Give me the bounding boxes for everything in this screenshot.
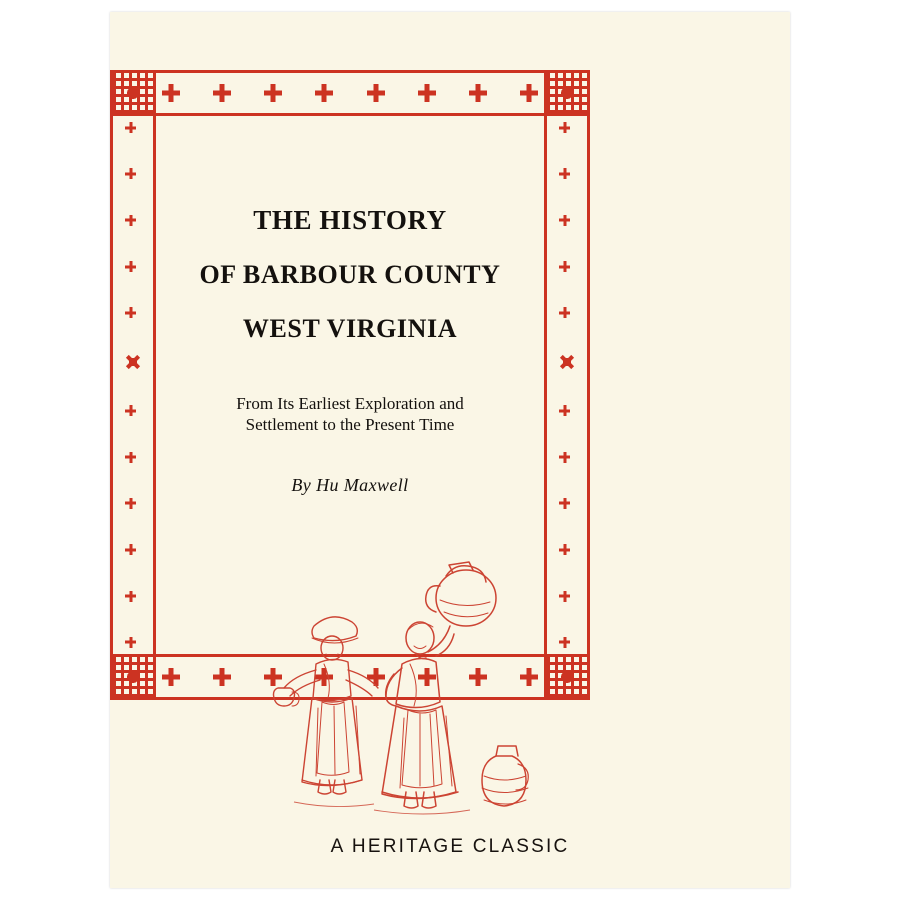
cross-motif-icon	[469, 84, 487, 102]
title-block	[150, 205, 550, 496]
publisher-imprint: A HERITAGE CLASSIC	[330, 836, 570, 857]
cross-motif-icon	[559, 122, 570, 133]
book-author: By Hu Maxwell	[291, 475, 409, 496]
cross-motif-icon	[520, 84, 538, 102]
book-subtitle	[150, 394, 550, 435]
cross-motif-icon	[125, 122, 136, 133]
cross-motif-icon	[367, 84, 385, 102]
book-title-line-2: OF BARBOUR COUNTY	[199, 260, 501, 289]
star-motif-icon	[125, 354, 141, 370]
book-subtitle-line-2: Settlement to the Present Time	[245, 414, 455, 434]
cross-motif-icon	[559, 405, 570, 416]
cross-motif-icon	[125, 261, 136, 272]
cross-motif-icon	[125, 215, 136, 226]
cross-motif-icon	[125, 591, 136, 602]
cross-motif-icon	[125, 168, 136, 179]
book-title-line-1: THE HISTORY	[253, 205, 447, 235]
cross-motif-icon	[125, 405, 136, 416]
corner-ornament-bottom-left	[110, 654, 156, 700]
cross-motif-icon	[315, 84, 333, 102]
cross-motif-icon	[559, 215, 570, 226]
cross-motif-icon	[125, 452, 136, 463]
cross-motif-icon	[559, 168, 570, 179]
corner-ornament-top-right	[544, 70, 590, 116]
cross-motif-icon	[213, 84, 231, 102]
cross-motif-icon	[264, 84, 282, 102]
cross-motif-icon	[162, 84, 180, 102]
cross-motif-icon	[559, 498, 570, 509]
cross-motif-icon	[418, 84, 436, 102]
cross-motif-icon	[213, 668, 231, 686]
cross-motif-icon	[162, 668, 180, 686]
border-rail-top	[156, 70, 544, 116]
corner-ornament-top-left	[110, 70, 156, 116]
book-title-line-3: WEST VIRGINIA	[242, 314, 458, 343]
cross-motif-icon	[559, 452, 570, 463]
cross-motif-icon	[125, 498, 136, 509]
cross-motif-icon	[125, 544, 136, 555]
cross-motif-icon	[559, 544, 570, 555]
cross-motif-icon	[559, 261, 570, 272]
cross-motif-icon	[559, 307, 570, 318]
cover-illustration	[270, 560, 570, 825]
cross-motif-icon	[125, 307, 136, 318]
star-motif-icon	[559, 354, 575, 370]
cross-motif-icon	[125, 637, 136, 648]
book-subtitle-line-1: From Its Earliest Exploration and	[236, 394, 464, 413]
